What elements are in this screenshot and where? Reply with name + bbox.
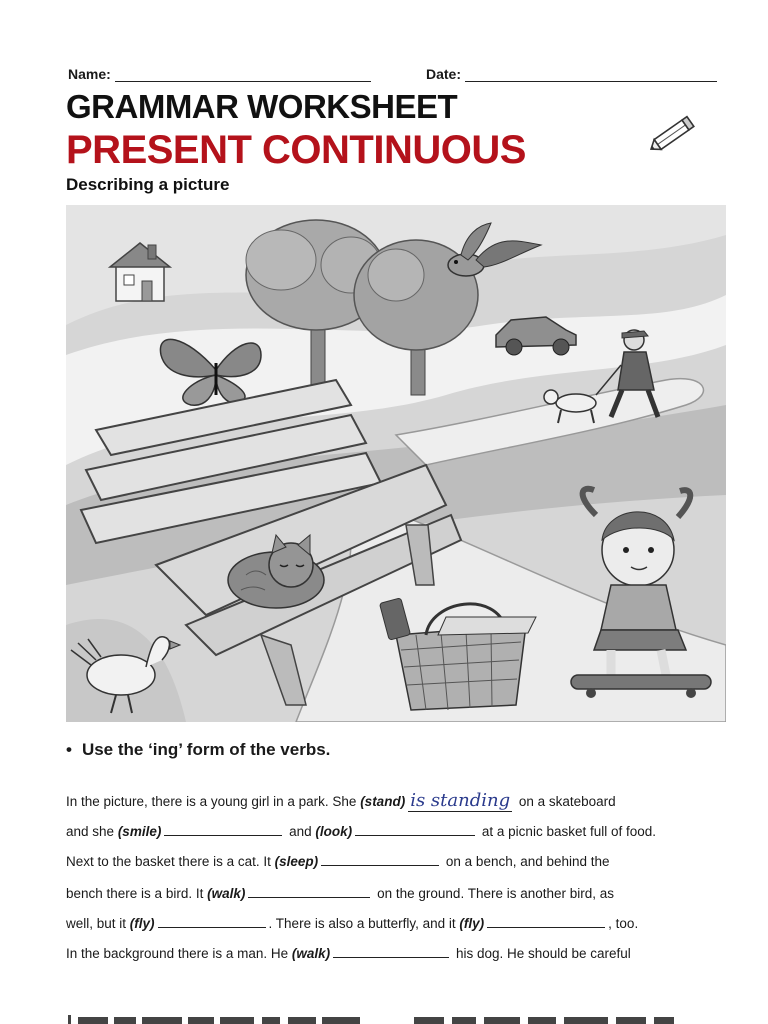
answer-blank-4[interactable] — [321, 852, 439, 866]
verb-prompt: (smile) — [117, 824, 162, 839]
text-fragment: at a picnic basket full of food. — [481, 824, 657, 839]
name-label: Name: — [68, 66, 111, 82]
exercise-line-1 — [66, 790, 616, 810]
park-scene-picture — [66, 205, 726, 722]
text-fragment: . There is also a butterfly, and it — [268, 916, 456, 931]
cut-off-text-line — [66, 1005, 726, 1024]
instruction — [66, 740, 330, 760]
worksheet-subtitle: Describing a picture — [66, 175, 230, 194]
date-field[interactable] — [426, 66, 717, 82]
text-fragment: on a skateboard — [518, 794, 616, 809]
name-field[interactable] — [68, 66, 371, 82]
text-fragment: on a bench, and behind the — [445, 854, 610, 869]
text-fragment: Next to the basket there is a cat. It — [66, 854, 271, 869]
text-fragment: and — [289, 824, 312, 839]
verb-prompt: (fly) — [129, 916, 155, 931]
answer-blank-8[interactable] — [333, 944, 449, 958]
text-fragment: , too. — [608, 916, 639, 931]
answer-blank-3[interactable] — [355, 822, 475, 836]
verb-prompt: (walk) — [291, 946, 331, 961]
answer-blank-5[interactable] — [248, 884, 370, 898]
pencil-icon — [646, 110, 702, 156]
exercise-line-5 — [66, 914, 638, 934]
worksheet-topic: PRESENT CONTINUOUS — [66, 128, 526, 172]
name-line[interactable] — [115, 67, 371, 82]
answer-blank-7[interactable] — [487, 914, 605, 928]
exercise-line-3 — [66, 852, 610, 872]
instruction-bullet: • — [66, 740, 72, 759]
verb-prompt: (sleep) — [274, 854, 319, 869]
text-fragment: his dog. He should be careful — [455, 946, 631, 961]
text-fragment: In the background there is a man. He — [66, 946, 289, 961]
date-line[interactable] — [465, 67, 717, 82]
exercise-line-6 — [66, 944, 631, 964]
text-fragment: on the ground. There is another bird, as — [377, 886, 615, 901]
text-fragment: and she — [66, 824, 115, 839]
answer-blank-1[interactable]: is standing — [410, 790, 511, 811]
verb-prompt: (fly) — [459, 916, 485, 931]
text-fragment: bench there is a bird. It — [66, 886, 204, 901]
instruction-text: Use the ‘ing’ form of the verbs. — [81, 740, 331, 759]
exercise-line-2 — [66, 822, 656, 842]
worksheet-title: GRAMMAR WORKSHEET — [66, 88, 458, 125]
date-label: Date: — [426, 66, 462, 82]
text-fragment: well, but it — [66, 916, 127, 931]
answer-blank-2[interactable] — [164, 822, 282, 836]
exercise-line-4 — [66, 884, 614, 904]
verb-prompt: (look) — [315, 824, 353, 839]
text-fragment: In the picture, there is a young girl in a park. She — [66, 794, 357, 809]
verb-prompt: (walk) — [207, 886, 246, 901]
verb-prompt: (stand) — [360, 794, 406, 809]
answer-blank-6[interactable] — [158, 914, 266, 928]
